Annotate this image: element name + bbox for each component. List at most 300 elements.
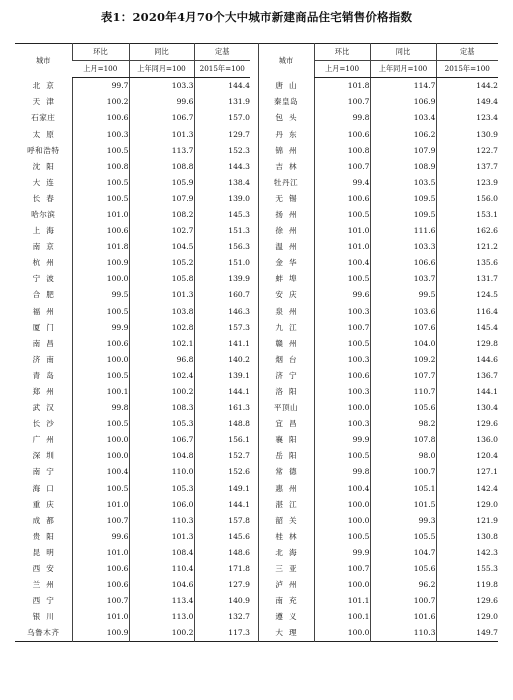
base-value-right: 144.6 — [436, 352, 498, 368]
city-name-left: 南宁 — [32, 467, 60, 477]
column-gap — [250, 448, 258, 464]
base-value-left: 138.4 — [194, 175, 250, 191]
base-value-right: 136.7 — [436, 368, 498, 384]
header-mom: 环比 — [72, 44, 129, 61]
table-row — [15, 593, 498, 609]
base-value-right: 121.9 — [436, 513, 498, 529]
mom-value-left: 100.5 — [72, 143, 129, 159]
yoy-value-right: 100.7 — [370, 593, 436, 609]
yoy-value-right: 104.0 — [370, 336, 436, 352]
header-mom-sub-2: 上月=100 — [314, 61, 370, 78]
table-row — [15, 191, 498, 207]
mom-value-left: 100.9 — [72, 255, 129, 271]
city-name-left: 武汉 — [32, 403, 60, 413]
base-value-left: 156.1 — [194, 432, 250, 448]
city-name-left: 杭州 — [32, 258, 60, 268]
base-value-right: 155.3 — [436, 561, 498, 577]
base-value-left: 139.1 — [194, 368, 250, 384]
mom-value-left: 100.5 — [72, 175, 129, 191]
mom-value-right: 100.0 — [314, 497, 370, 513]
yoy-value-left: 104.6 — [129, 577, 194, 593]
mom-value-left: 100.0 — [72, 352, 129, 368]
yoy-value-right: 98.0 — [370, 448, 436, 464]
mom-value-right: 100.5 — [314, 336, 370, 352]
header-mom-2: 环比 — [314, 44, 370, 61]
yoy-value-left: 103.8 — [129, 304, 194, 320]
header-yoy-sub: 上年同月=100 — [129, 61, 194, 78]
yoy-value-left: 108.2 — [129, 207, 194, 223]
table-row — [15, 287, 498, 303]
column-gap — [250, 110, 258, 126]
mom-value-right: 100.6 — [314, 191, 370, 207]
mom-value-left: 101.0 — [72, 545, 129, 561]
base-value-left: 149.1 — [194, 481, 250, 497]
mom-value-right: 99.9 — [314, 545, 370, 561]
mom-value-right: 99.8 — [314, 110, 370, 126]
base-value-right: 124.5 — [436, 287, 498, 303]
header-base-sub: 2015年=100 — [194, 61, 250, 78]
city-name-right: 泉州 — [258, 304, 314, 320]
price-index-table — [15, 43, 498, 642]
column-gap — [250, 513, 258, 529]
base-value-right: 162.6 — [436, 223, 498, 239]
yoy-value-right: 108.9 — [370, 159, 436, 175]
column-gap — [250, 175, 258, 191]
mom-value-right: 100.7 — [314, 561, 370, 577]
yoy-value-right: 103.7 — [370, 271, 436, 287]
table-row — [15, 464, 498, 480]
base-value-right: 127.1 — [436, 464, 498, 480]
column-gap — [250, 625, 258, 642]
mom-value-left: 100.8 — [72, 159, 129, 175]
city-name-right: 无锡 — [258, 191, 314, 207]
city-name-right: 徐州 — [258, 223, 314, 239]
table-row — [15, 545, 498, 561]
yoy-value-left: 108.8 — [129, 159, 194, 175]
mom-value-left: 99.6 — [72, 529, 129, 545]
yoy-value-left: 110.0 — [129, 464, 194, 480]
yoy-value-left: 102.1 — [129, 336, 194, 352]
mom-value-left: 101.0 — [72, 207, 129, 223]
base-value-right: 130.8 — [436, 529, 498, 545]
mom-value-right: 100.6 — [314, 126, 370, 142]
base-value-right: 129.6 — [436, 416, 498, 432]
mom-value-left: 100.7 — [72, 513, 129, 529]
city-name-right: 秦皇岛 — [258, 94, 314, 110]
mom-value-right: 101.1 — [314, 593, 370, 609]
mom-value-left: 100.0 — [72, 271, 129, 287]
table-row — [15, 416, 498, 432]
yoy-value-left: 105.3 — [129, 481, 194, 497]
yoy-value-right: 107.7 — [370, 368, 436, 384]
table-row — [15, 384, 498, 400]
mom-value-right: 100.5 — [314, 448, 370, 464]
mom-value-left: 100.5 — [72, 416, 129, 432]
table-row — [15, 207, 498, 223]
base-value-left: 144.3 — [194, 159, 250, 175]
base-value-left: 145.6 — [194, 529, 250, 545]
yoy-value-left: 106.7 — [129, 110, 194, 126]
table-body — [15, 78, 498, 642]
base-value-left: 144.4 — [194, 78, 250, 95]
yoy-value-right: 114.7 — [370, 78, 436, 95]
base-value-left: 156.3 — [194, 239, 250, 255]
column-gap — [250, 320, 258, 336]
yoy-value-right: 99.5 — [370, 287, 436, 303]
mom-value-left: 100.6 — [72, 223, 129, 239]
yoy-value-right: 107.8 — [370, 432, 436, 448]
table-row — [15, 609, 498, 625]
city-name-left: 南京 — [32, 242, 60, 252]
mom-value-left: 100.0 — [72, 448, 129, 464]
base-value-right: 123.4 — [436, 110, 498, 126]
yoy-value-left: 105.2 — [129, 255, 194, 271]
yoy-value-right: 111.6 — [370, 223, 436, 239]
table-row — [15, 481, 498, 497]
city-name-right: 泸州 — [258, 577, 314, 593]
city-name-left: 西安 — [32, 564, 60, 574]
base-value-left: 140.2 — [194, 352, 250, 368]
yoy-value-right: 106.6 — [370, 255, 436, 271]
mom-value-left: 100.2 — [72, 94, 129, 110]
yoy-value-right: 109.5 — [370, 207, 436, 223]
column-gap — [250, 271, 258, 287]
mom-value-right: 101.0 — [314, 239, 370, 255]
city-name-left: 乌鲁木齐 — [27, 628, 60, 638]
base-value-right: 144.2 — [436, 78, 498, 95]
city-name-right: 锦州 — [258, 143, 314, 159]
mom-value-left: 99.9 — [72, 320, 129, 336]
column-gap — [250, 94, 258, 110]
city-name-right: 遵义 — [258, 609, 314, 625]
mom-value-right: 100.0 — [314, 577, 370, 593]
column-gap — [250, 255, 258, 271]
table-row — [15, 304, 498, 320]
city-name-left: 昆明 — [32, 547, 60, 557]
header-city-2: 城市 — [258, 44, 314, 78]
table-row — [15, 175, 498, 191]
base-value-right: 156.0 — [436, 191, 498, 207]
base-value-left: 160.7 — [194, 287, 250, 303]
base-value-left: 140.9 — [194, 593, 250, 609]
mom-value-left: 100.7 — [72, 593, 129, 609]
table-row — [15, 529, 498, 545]
city-name-left: 贵阳 — [32, 531, 60, 541]
column-gap — [250, 159, 258, 175]
table-row — [15, 320, 498, 336]
base-value-left: 117.3 — [194, 625, 250, 642]
yoy-value-left: 100.2 — [129, 384, 194, 400]
table-row — [15, 432, 498, 448]
column-gap — [250, 545, 258, 561]
mom-value-left: 100.5 — [72, 304, 129, 320]
mom-value-right: 100.7 — [314, 94, 370, 110]
yoy-value-right: 105.1 — [370, 481, 436, 497]
table-row — [15, 368, 498, 384]
yoy-value-right: 109.2 — [370, 352, 436, 368]
city-name-right: 宜昌 — [258, 416, 314, 432]
city-name-right: 金华 — [258, 255, 314, 271]
city-name-left: 宁波 — [32, 274, 60, 284]
city-name-left: 郑州 — [32, 387, 60, 397]
column-gap — [250, 384, 258, 400]
base-value-right: 129.0 — [436, 497, 498, 513]
mom-value-left: 100.9 — [72, 625, 129, 642]
base-value-right: 119.8 — [436, 577, 498, 593]
base-value-left: 157.3 — [194, 320, 250, 336]
yoy-value-right: 104.7 — [370, 545, 436, 561]
column-gap — [250, 481, 258, 497]
base-value-right: 142.3 — [436, 545, 498, 561]
mom-value-right: 100.4 — [314, 255, 370, 271]
city-name-left: 长春 — [32, 193, 60, 203]
table-row — [15, 159, 498, 175]
base-value-left: 161.3 — [194, 400, 250, 416]
yoy-value-right: 105.5 — [370, 529, 436, 545]
mom-value-right: 100.0 — [314, 400, 370, 416]
mom-value-right: 99.9 — [314, 432, 370, 448]
mom-value-left: 100.1 — [72, 384, 129, 400]
yoy-value-right: 105.6 — [370, 400, 436, 416]
yoy-value-left: 104.5 — [129, 239, 194, 255]
base-value-right: 116.4 — [436, 304, 498, 320]
table-row — [15, 577, 498, 593]
city-name-right: 济宁 — [258, 368, 314, 384]
table-row — [15, 126, 498, 142]
city-name-left: 兰州 — [32, 580, 60, 590]
column-gap — [250, 304, 258, 320]
yoy-value-left: 100.2 — [129, 625, 194, 642]
column-gap — [250, 44, 258, 78]
yoy-value-right: 103.6 — [370, 304, 436, 320]
city-name-left: 北京 — [32, 80, 60, 90]
yoy-value-right: 99.3 — [370, 513, 436, 529]
base-value-left: 129.7 — [194, 126, 250, 142]
mom-value-right: 99.8 — [314, 464, 370, 480]
city-name-left: 天津 — [32, 97, 60, 107]
yoy-value-right: 103.4 — [370, 110, 436, 126]
yoy-value-right: 100.7 — [370, 464, 436, 480]
mom-value-right: 100.3 — [314, 352, 370, 368]
yoy-value-right: 98.2 — [370, 416, 436, 432]
yoy-value-right: 106.9 — [370, 94, 436, 110]
table-row — [15, 625, 498, 642]
mom-value-left: 100.6 — [72, 336, 129, 352]
yoy-value-right: 101.5 — [370, 497, 436, 513]
base-value-left: 132.7 — [194, 609, 250, 625]
base-value-left: 145.3 — [194, 207, 250, 223]
column-gap — [250, 207, 258, 223]
mom-value-right: 100.7 — [314, 320, 370, 336]
mom-value-right: 100.8 — [314, 143, 370, 159]
yoy-value-left: 106.7 — [129, 432, 194, 448]
yoy-value-right: 107.6 — [370, 320, 436, 336]
table-row — [15, 255, 498, 271]
base-value-right: 149.4 — [436, 94, 498, 110]
city-name-left: 长沙 — [32, 419, 60, 429]
city-name-right: 北海 — [258, 545, 314, 561]
base-value-left: 157.0 — [194, 110, 250, 126]
city-name-right: 三亚 — [258, 561, 314, 577]
mom-value-right: 101.8 — [314, 78, 370, 95]
table-row — [15, 223, 498, 239]
base-value-right: 142.4 — [436, 481, 498, 497]
yoy-value-right: 107.9 — [370, 143, 436, 159]
table-row — [15, 271, 498, 287]
city-name-left: 广州 — [32, 435, 60, 445]
mom-value-left: 101.0 — [72, 609, 129, 625]
yoy-value-right: 106.2 — [370, 126, 436, 142]
city-name-right: 常德 — [258, 464, 314, 480]
city-name-left: 哈尔滨 — [31, 209, 56, 219]
city-name-right: 南充 — [258, 593, 314, 609]
city-name-left: 石家庄 — [31, 113, 56, 123]
city-name-right: 牡丹江 — [258, 175, 314, 191]
yoy-value-left: 102.7 — [129, 223, 194, 239]
base-value-left: 152.6 — [194, 464, 250, 480]
table-row — [15, 400, 498, 416]
base-value-right: 129.8 — [436, 336, 498, 352]
base-value-left: 171.8 — [194, 561, 250, 577]
city-name-left: 西宁 — [32, 596, 60, 606]
city-name-right: 大理 — [258, 625, 314, 642]
base-value-right: 129.6 — [436, 593, 498, 609]
city-name-left: 深圳 — [32, 451, 60, 461]
column-gap — [250, 126, 258, 142]
mom-value-left: 101.0 — [72, 497, 129, 513]
base-value-right: 149.7 — [436, 625, 498, 642]
yoy-value-right: 96.2 — [370, 577, 436, 593]
city-name-right: 洛阳 — [258, 384, 314, 400]
column-gap — [250, 78, 258, 95]
header-yoy: 同比 — [129, 44, 194, 61]
table-row — [15, 143, 498, 159]
base-value-left: 146.3 — [194, 304, 250, 320]
mom-value-right: 100.5 — [314, 207, 370, 223]
yoy-value-left: 110.3 — [129, 513, 194, 529]
mom-value-left: 100.5 — [72, 368, 129, 384]
table-row — [15, 336, 498, 352]
yoy-value-left: 113.0 — [129, 609, 194, 625]
city-name-left: 海口 — [32, 483, 60, 493]
yoy-value-left: 105.9 — [129, 175, 194, 191]
base-value-left: 151.3 — [194, 223, 250, 239]
yoy-value-right: 110.3 — [370, 625, 436, 642]
column-gap — [250, 529, 258, 545]
mom-value-left: 100.3 — [72, 126, 129, 142]
column-gap — [250, 464, 258, 480]
mom-value-left: 101.8 — [72, 239, 129, 255]
base-value-right: 135.6 — [436, 255, 498, 271]
mom-value-right: 99.4 — [314, 175, 370, 191]
base-value-right: 144.1 — [436, 384, 498, 400]
city-name-left: 厦门 — [32, 322, 60, 332]
column-gap — [250, 497, 258, 513]
mom-value-left: 100.0 — [72, 432, 129, 448]
city-name-left: 沈阳 — [32, 161, 60, 171]
table-row — [15, 497, 498, 513]
column-gap — [250, 593, 258, 609]
city-name-right: 扬州 — [258, 207, 314, 223]
mom-value-left: 99.8 — [72, 400, 129, 416]
base-value-right: 153.1 — [436, 207, 498, 223]
base-value-right: 131.7 — [436, 271, 498, 287]
mom-value-right: 99.6 — [314, 287, 370, 303]
base-value-left: 144.1 — [194, 384, 250, 400]
column-gap — [250, 223, 258, 239]
column-gap — [250, 352, 258, 368]
yoy-value-left: 107.9 — [129, 191, 194, 207]
yoy-value-left: 102.8 — [129, 320, 194, 336]
base-value-left: 148.6 — [194, 545, 250, 561]
column-gap — [250, 191, 258, 207]
city-name-right: 韶关 — [258, 513, 314, 529]
mom-value-left: 99.5 — [72, 287, 129, 303]
city-name-left: 济南 — [32, 354, 60, 364]
header-base-sub-2: 2015年=100 — [436, 61, 498, 78]
base-value-left: 151.0 — [194, 255, 250, 271]
yoy-value-left: 105.8 — [129, 271, 194, 287]
city-name-left: 南昌 — [32, 338, 60, 348]
yoy-value-left: 101.3 — [129, 287, 194, 303]
base-value-right: 130.9 — [436, 126, 498, 142]
mom-value-left: 100.6 — [72, 577, 129, 593]
city-name-left: 上海 — [32, 226, 60, 236]
city-name-right: 九江 — [258, 320, 314, 336]
yoy-value-left: 96.8 — [129, 352, 194, 368]
city-name-right: 湛江 — [258, 497, 314, 513]
base-value-right: 136.0 — [436, 432, 498, 448]
header-yoy-sub-2: 上年同月=100 — [370, 61, 436, 78]
city-name-right: 烟台 — [258, 352, 314, 368]
mom-value-right: 100.5 — [314, 529, 370, 545]
mom-value-left: 100.6 — [72, 561, 129, 577]
mom-value-right: 100.6 — [314, 368, 370, 384]
mom-value-left: 100.4 — [72, 464, 129, 480]
mom-value-right: 101.0 — [314, 223, 370, 239]
header-yoy-2: 同比 — [370, 44, 436, 61]
yoy-value-left: 101.3 — [129, 126, 194, 142]
mom-value-left: 100.6 — [72, 110, 129, 126]
city-name-right: 桂林 — [258, 529, 314, 545]
yoy-value-left: 103.3 — [129, 78, 194, 95]
yoy-value-left: 113.4 — [129, 593, 194, 609]
column-gap — [250, 400, 258, 416]
base-value-right: 129.0 — [436, 609, 498, 625]
yoy-value-left: 101.3 — [129, 529, 194, 545]
column-gap — [250, 432, 258, 448]
table-row — [15, 513, 498, 529]
mom-value-left: 100.5 — [72, 191, 129, 207]
city-name-left: 合肥 — [32, 290, 60, 300]
mom-value-right: 100.5 — [314, 271, 370, 287]
table-row — [15, 110, 498, 126]
yoy-value-right: 103.3 — [370, 239, 436, 255]
column-gap — [250, 287, 258, 303]
column-gap — [250, 239, 258, 255]
mom-value-right: 100.7 — [314, 159, 370, 175]
mom-value-right: 100.0 — [314, 513, 370, 529]
mom-value-right: 100.4 — [314, 481, 370, 497]
base-value-left: 152.7 — [194, 448, 250, 464]
city-name-left: 福州 — [32, 306, 60, 316]
city-name-right: 岳阳 — [258, 448, 314, 464]
yoy-value-left: 108.4 — [129, 545, 194, 561]
city-name-right: 唐山 — [258, 78, 314, 95]
base-value-left: 139.0 — [194, 191, 250, 207]
city-name-right: 吉林 — [258, 159, 314, 175]
city-name-right: 平顶山 — [258, 400, 314, 416]
